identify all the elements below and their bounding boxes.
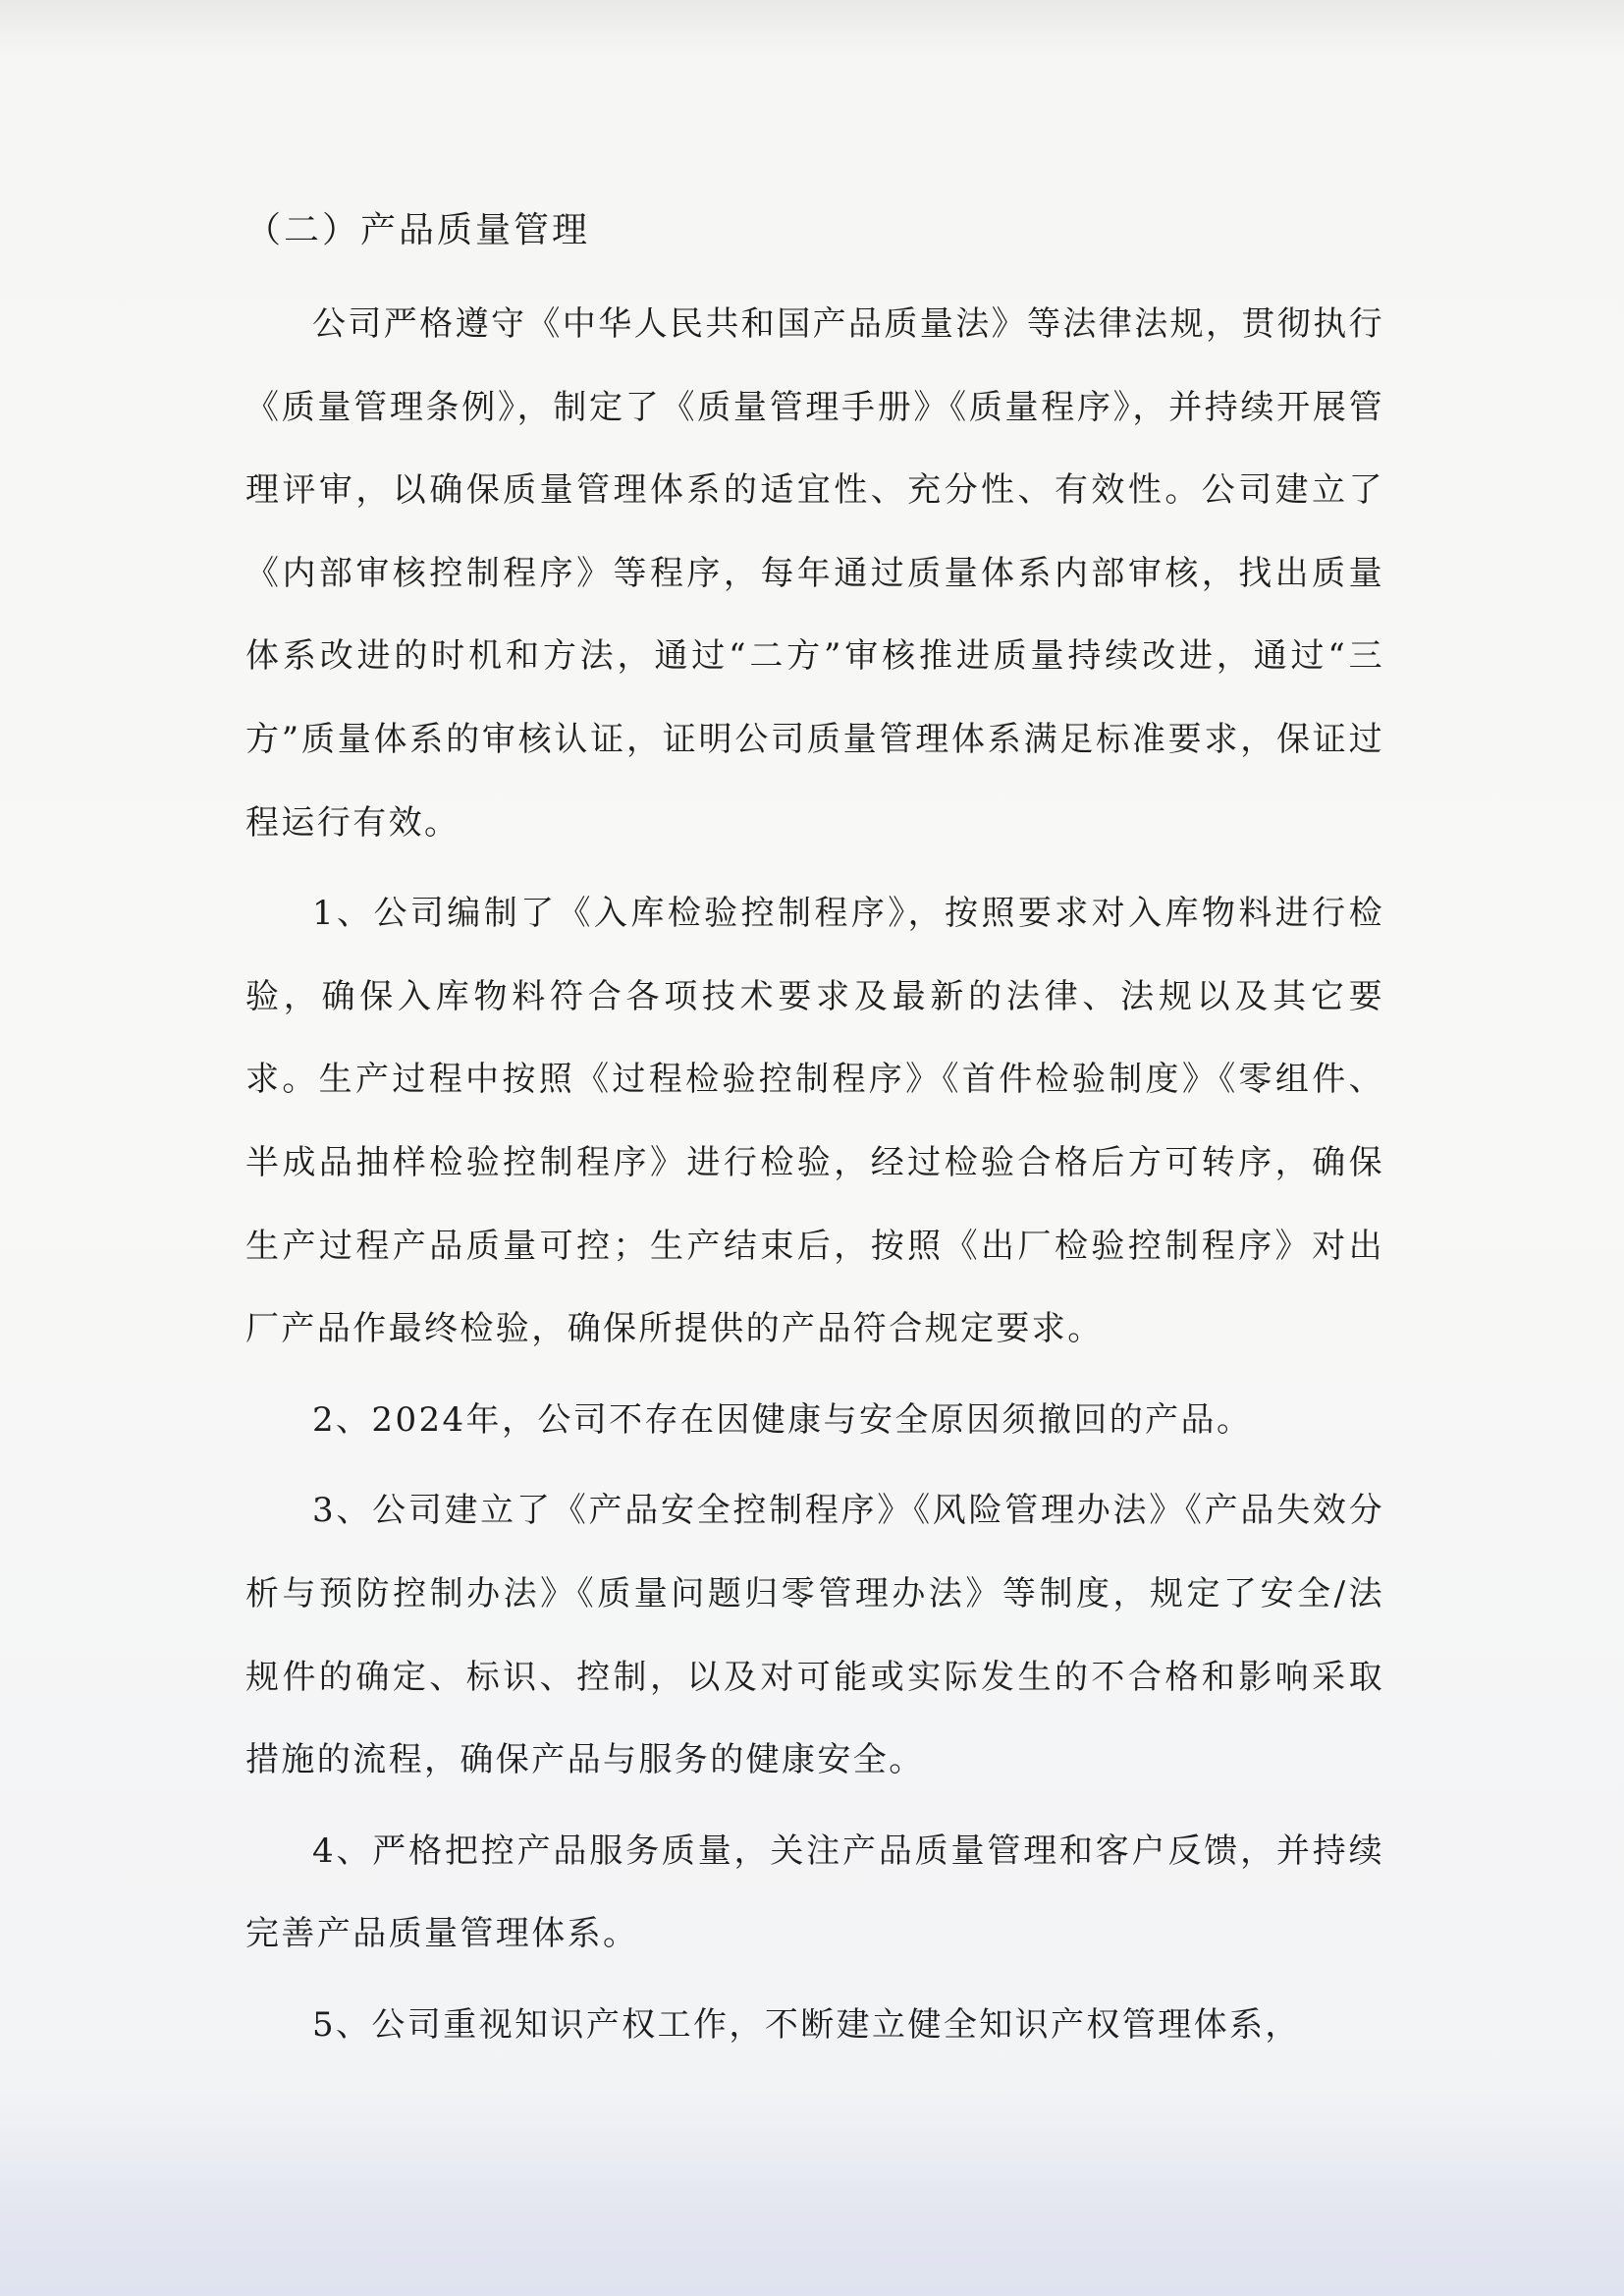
document-body (245, 187, 1384, 2066)
scan-shading-bottom (0, 2092, 1624, 2296)
scan-shading-top (0, 0, 1624, 59)
paragraph-item-2: 2、2024年，公司不存在因健康与安全原因须撤回的产品。 (312, 1399, 1253, 1440)
section-heading: （二）产品质量管理 (245, 210, 591, 250)
paragraph-intro: 公司严格遵守《中华人民共和国产品质量法》等法律法规，贯彻执行《质量管理条例》，制定了《质量管理手册》《质量程序》，并持续开展管理评审，以确保质量管理体系的适宜性、充分性、有效性。公司建立了《内部审核控制程序》等程序，每年通过质量体系内部审核，找出质量体系改进的时机和方法，通过“二方”审核推进质量持续改进，通过“三方”质量体系的审核认证，证明公司质量管理体系满足标准要求，保证过程运行有效。 (245, 304, 1384, 843)
paragraph-item-5: 5、公司重视知识产权工作，不断建立健全知识产权管理体系， (312, 2004, 1301, 2045)
paragraph-item-4: 4、严格把控产品服务质量，关注产品质量管理和客户反馈，并持续完善产品质量管理体系。 (245, 1831, 1384, 1954)
paragraph-item-1: 1、公司编制了《入库检验控制程序》，按照要求对入库物料进行检验，确保入库物料符合各项技术要求及最新的法律、法规以及其它要求。生产过程中按照《过程检验控制程序》《首件检验制度》《零组件、半成品抽样检验控制程序》进行检验，经过检验合格后方可转序，确保生产过程产品质量可控；生产结束后，按照《出厂检验控制程序》对出厂产品作最终检验，确保所提供的产品符合规定要求。 (245, 894, 1384, 1349)
paragraph-item-3: 3、公司建立了《产品安全控制程序》《风险管理办法》《产品失效分析与预防控制办法》《质量问题归零管理办法》等制度，规定了安全/法规件的确定、标识、控制，以及对可能或实际发生的不合格和影响采取措施的流程，确保产品与服务的健康安全。 (245, 1491, 1384, 1780)
